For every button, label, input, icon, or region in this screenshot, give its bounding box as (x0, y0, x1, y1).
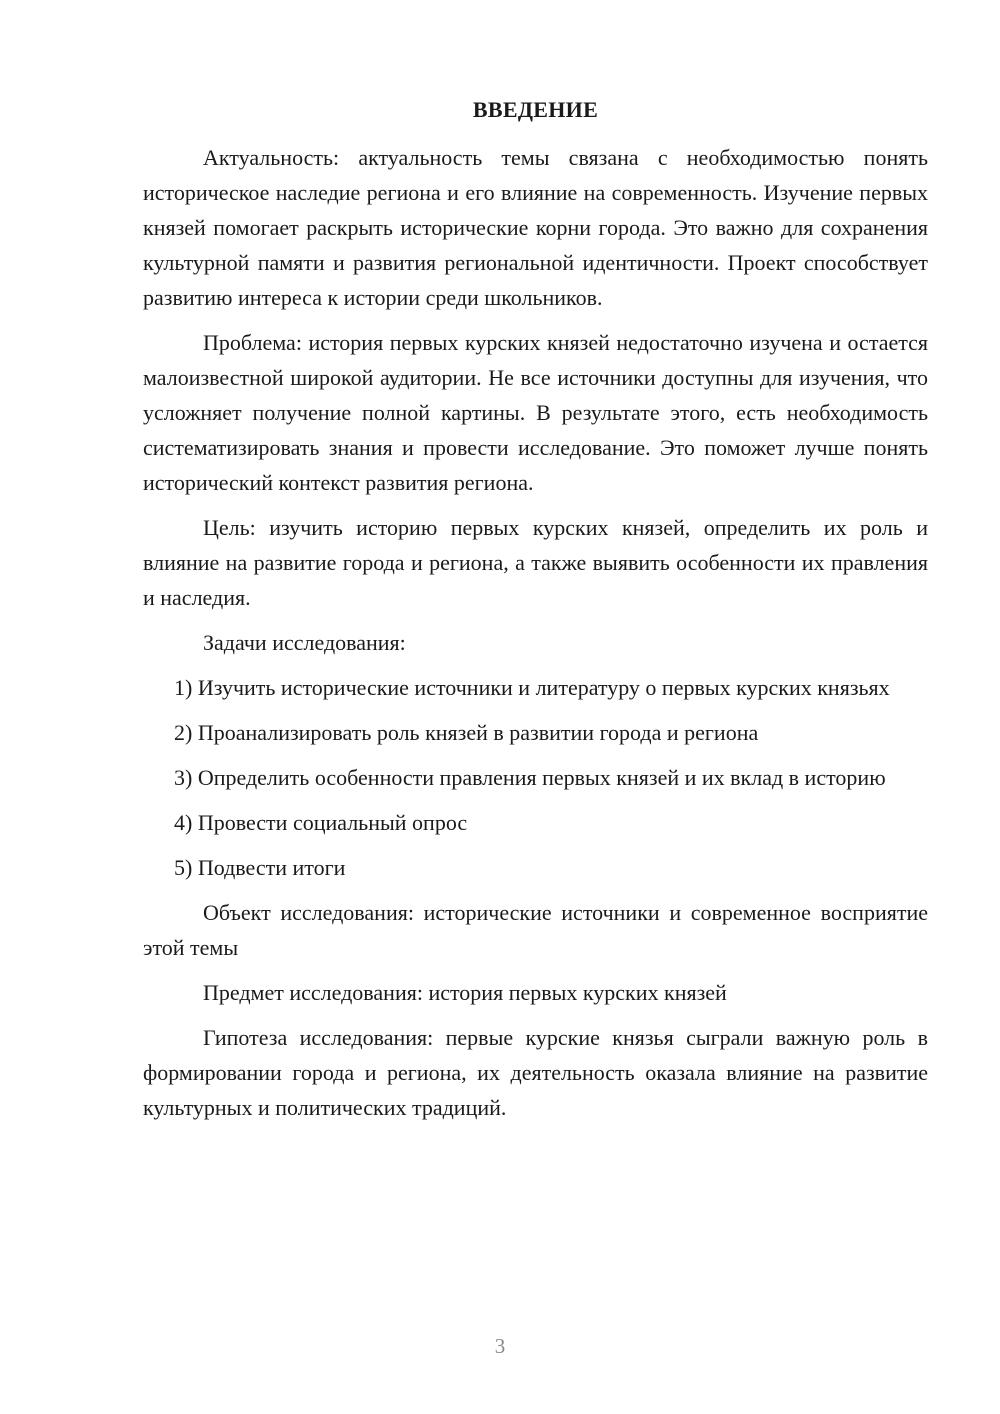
document-page (143, 92, 928, 1135)
task-item-3: 3) Определить особенности правления первых князей и их вклад в историю (174, 765, 886, 790)
task-item-4: 4) Провести социальный опрос (174, 810, 468, 835)
problem-paragraph: Проблема: история первых курских князей недостаточно изучена и остается малоизвестной широкой аудитории. Не все источники доступны для изучения, что усложняет получение полной картины. В результате этого, есть необходимость систематизировать знания и провести исследование. Это поможет лучше понять исторический контекст развития региона. (143, 330, 928, 495)
object-paragraph: Объект исследования: исторические источники и современное восприятие этой темы (143, 900, 928, 960)
hypothesis-paragraph: Гипотеза исследования: первые курские князья сыграли важную роль в формировании города и региона, их деятельность оказала влияние на развитие культурных и политических традиций. (143, 1025, 928, 1120)
tasks-heading: Задачи исследования: (203, 630, 406, 655)
relevance-paragraph: Актуальность: актуальность темы связана с необходимостью понять историческое наследие региона и его влияние на современность. Изучение первых князей помогает раскрыть исторические корни города. Это важно для сохранения культурной памяти и развития региональной идентичности. Проект способствует развитию интереса к истории среди школьников. (143, 145, 928, 310)
subject-paragraph: Предмет исследования: история первых курских князей (203, 980, 727, 1005)
goal-paragraph: Цель: изучить историю первых курских князей, определить их роль и влияние на развитие города и региона, а также выявить особенности их правления и наследия. (143, 515, 928, 610)
task-item-2: 2) Проанализировать роль князей в развитии города и региона (174, 720, 759, 745)
page-title: ВВЕДЕНИЕ (472, 97, 599, 122)
task-item-5: 5) Подвести итоги (174, 855, 346, 880)
task-item-1: 1) Изучить исторические источники и литературу о первых курских князьях (174, 675, 890, 700)
page-number: 3 (494, 1334, 506, 1358)
